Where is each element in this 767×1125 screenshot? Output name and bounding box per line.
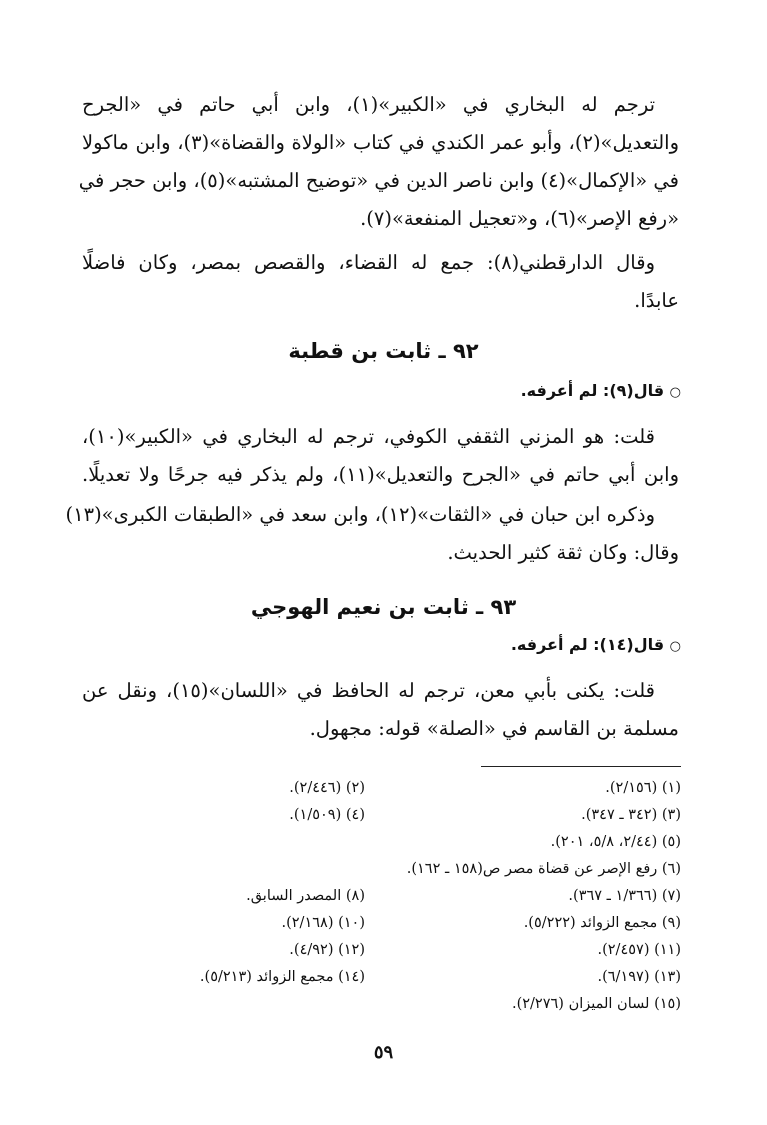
footnote-6: (٦) رفع الإصر عن قضاة مصر ص(١٥٨ ـ ١٦٢). <box>406 861 681 877</box>
footnote-15: (١٥) لسان الميزان (٢/٢٧٦). <box>511 996 681 1012</box>
footnote-5: (٥) (٢/٤٤، ٥/٨، ٢٠١). <box>550 834 681 850</box>
p1-line-2: والتعديل»(٢)، وأبو عمر الكندي في كتاب «الولاة والقضاة»(٣)، وابن ماكولا <box>82 131 679 154</box>
p1-line-1: ترجم له البخاري في «الكبير»(١)، وابن أبي حاتم في «الجرح <box>82 93 656 116</box>
circle-bullet-icon: ○ <box>669 385 681 400</box>
p1-line-3: في «الإكمال»(٤) وابن ناصر الدين في «توضيح المشتبه»(٥)، وابن حجر في <box>78 169 679 192</box>
circle-bullet-icon: ○ <box>669 639 681 654</box>
footnote-12: (١٢) (٤/٩٢). <box>289 942 365 958</box>
footnote-4: (٤) (١/٥٠٩). <box>289 807 365 823</box>
footnote-7: (٧) (١/٣٦٦ ـ ٣٦٧). <box>568 888 681 904</box>
footnote-3: (٣) (٣٤٢ ـ ٣٤٧). <box>581 807 681 823</box>
p2-line-2: عابدًا. <box>634 289 679 312</box>
footnote-10: (١٠) (٢/١٦٨). <box>281 915 365 931</box>
qal-line-9 <box>82 376 681 408</box>
p3-line-2: وابن أبي حاتم في «الجرح والتعديل»(١١)، ولم يذكر فيه جرحًا ولا تعديلًا. <box>82 463 679 486</box>
qal-text-14: قال(١٤): لم أعرفه. <box>510 635 665 654</box>
qal-line-14 <box>82 630 681 662</box>
p4-line-1: وذكره ابن حبان في «الثقات»(١٢)، وابن سعد في «الطبقات الكبرى»(١٣) <box>65 503 655 526</box>
entry-heading-92: ٩٢ ـ ثابت بن قطبة <box>288 339 479 363</box>
p3-line-1: قلت: هو المزني الثقفي الكوفي، ترجم له البخاري في «الكبير»(١٠)، <box>82 425 655 448</box>
footnote-1: (١) (٢/١٥٦). <box>605 780 681 796</box>
p2-line-1: وقال الدارقطني(٨): جمع له القضاء، والقصص بمصر، وكان فاضلًا <box>82 251 655 274</box>
footnote-2: (٢) (٢/٤٤٦). <box>289 780 365 796</box>
footnote-8: (٨) المصدر السابق. <box>246 888 365 904</box>
p4-line-2: وقال: وكان ثقة كثير الحديث. <box>447 541 679 564</box>
page-number: ٥٩ <box>373 1042 394 1063</box>
entry-heading-93: ٩٣ ـ ثابت بن نعيم الهوجي <box>250 595 517 619</box>
footnote-14: (١٤) مجمع الزوائد (٥/٢١٣). <box>199 969 365 985</box>
footnote-9: (٩) مجمع الزوائد (٥/٢٢٢). <box>523 915 681 931</box>
p5-line-1: قلت: يكنى بأبي معن، ترجم له الحافظ في «اللسان»(١٥)، ونقل عن <box>82 679 655 702</box>
footnote-13: (١٣) (٦/١٩٧). <box>597 969 681 985</box>
footnote-separator <box>481 766 681 767</box>
p5-line-2: مسلمة بن القاسم في «الصلة» قوله: مجهول. <box>309 717 679 740</box>
qal-text-9: قال(٩): لم أعرفه. <box>520 381 665 400</box>
p1-line-4: «رفع الإصر»(٦)، و«تعجيل المنفعة»(٧). <box>360 207 679 230</box>
footnote-11: (١١) (٢/٤٥٧). <box>597 942 681 958</box>
